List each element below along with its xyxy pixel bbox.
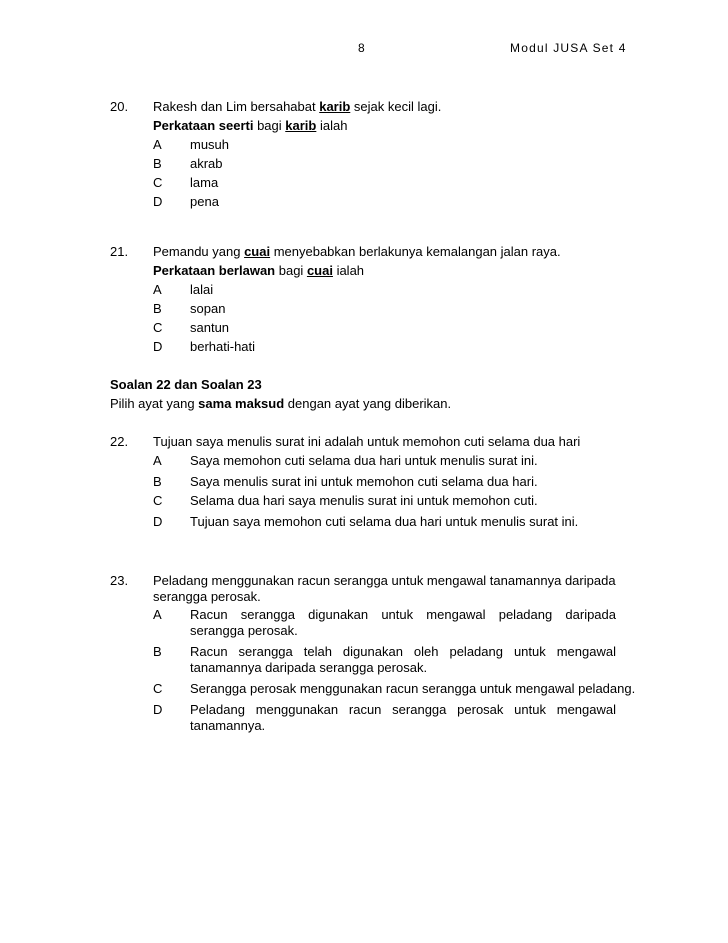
question-20-keyword: karib	[319, 99, 351, 114]
module-header: Modul JUSA Set 4	[510, 41, 627, 55]
question-21-option-b-letter: B	[153, 301, 162, 316]
question-23-option-c-letter: C	[153, 681, 163, 696]
question-20-option-d-letter: D	[153, 194, 163, 209]
question-22-option-a-letter: A	[153, 453, 162, 468]
question-22-stem: Tujuan saya menulis surat ini adalah untuk memohon cuti selama dua hari	[153, 434, 581, 449]
question-21-stem: Pemandu yang cuai menyebabkan berlakunya kemalangan jalan raya.	[153, 244, 561, 259]
question-20-option-a-letter: A	[153, 137, 162, 152]
question-20-option-b: akrab	[190, 156, 223, 171]
question-23-option-d-letter: D	[153, 702, 163, 717]
question-23-stem: Peladang menggunakan racun serangga untuk mengawal tanamannya daripada serangga perosak.	[153, 573, 616, 604]
question-22-option-c-letter: C	[153, 493, 163, 508]
question-23-option-d: Peladang menggunakan racun serangga perosak untuk mengawal tanamannya.	[190, 702, 616, 733]
question-22-option-c: Selama dua hari saya menulis surat ini untuk memohon cuti.	[190, 493, 538, 508]
question-20-option-a: musuh	[190, 137, 230, 152]
question-20-number: 20.	[110, 99, 129, 114]
question-20-stem: Rakesh dan Lim bersahabat karib sejak kecil lagi.	[153, 99, 442, 114]
question-22-option-b-letter: B	[153, 474, 162, 489]
question-21-number: 21.	[110, 244, 129, 259]
question-23-option-b-letter: B	[153, 644, 162, 659]
question-20-option-d: pena	[190, 194, 219, 209]
question-21-option-d: berhati-hati	[190, 339, 256, 354]
question-20-prompt: Perkataan seerti bagi karib ialah	[153, 118, 348, 133]
question-21-option-a: lalai	[190, 282, 214, 297]
question-21-option-c-letter: C	[153, 320, 163, 335]
question-21-prompt: Perkataan berlawan bagi cuai ialah	[153, 263, 365, 278]
question-21-option-d-letter: D	[153, 339, 163, 354]
question-21-keyword: cuai	[244, 244, 271, 259]
page-number: 8	[358, 41, 365, 55]
question-20-option-b-letter: B	[153, 156, 162, 171]
question-21-option-c: santun	[190, 320, 230, 335]
question-22-option-a: Saya memohon cuti selama dua hari untuk menulis surat ini.	[190, 453, 538, 468]
section-instruction: Pilih ayat yang sama maksud dengan ayat yang diberikan.	[110, 396, 452, 411]
question-21-option-b: sopan	[190, 301, 226, 316]
question-22-option-d-letter: D	[153, 514, 163, 529]
question-20-option-c-letter: C	[153, 175, 163, 190]
question-23-option-a-letter: A	[153, 607, 162, 622]
question-20-option-c: lama	[190, 175, 219, 190]
question-23-option-c: Serangga perosak menggunakan racun serangga untuk mengawal peladang.	[190, 681, 636, 696]
section-title: Soalan 22 dan Soalan 23	[110, 377, 262, 392]
question-22-number: 22.	[110, 434, 129, 449]
question-23-option-a: Racun serangga digunakan untuk mengawal peladang daripada serangga perosak.	[190, 607, 616, 638]
question-22-option-b: Saya menulis surat ini untuk memohon cuti selama dua hari.	[190, 474, 538, 489]
question-23-number: 23.	[110, 573, 129, 588]
question-21-option-a-letter: A	[153, 282, 162, 297]
question-22-option-d: Tujuan saya memohon cuti selama dua hari untuk menulis surat ini.	[190, 514, 579, 529]
question-23-option-b: Racun serangga telah digunakan oleh peladang untuk mengawal tanamannya daripada serangga perosak.	[190, 644, 616, 675]
